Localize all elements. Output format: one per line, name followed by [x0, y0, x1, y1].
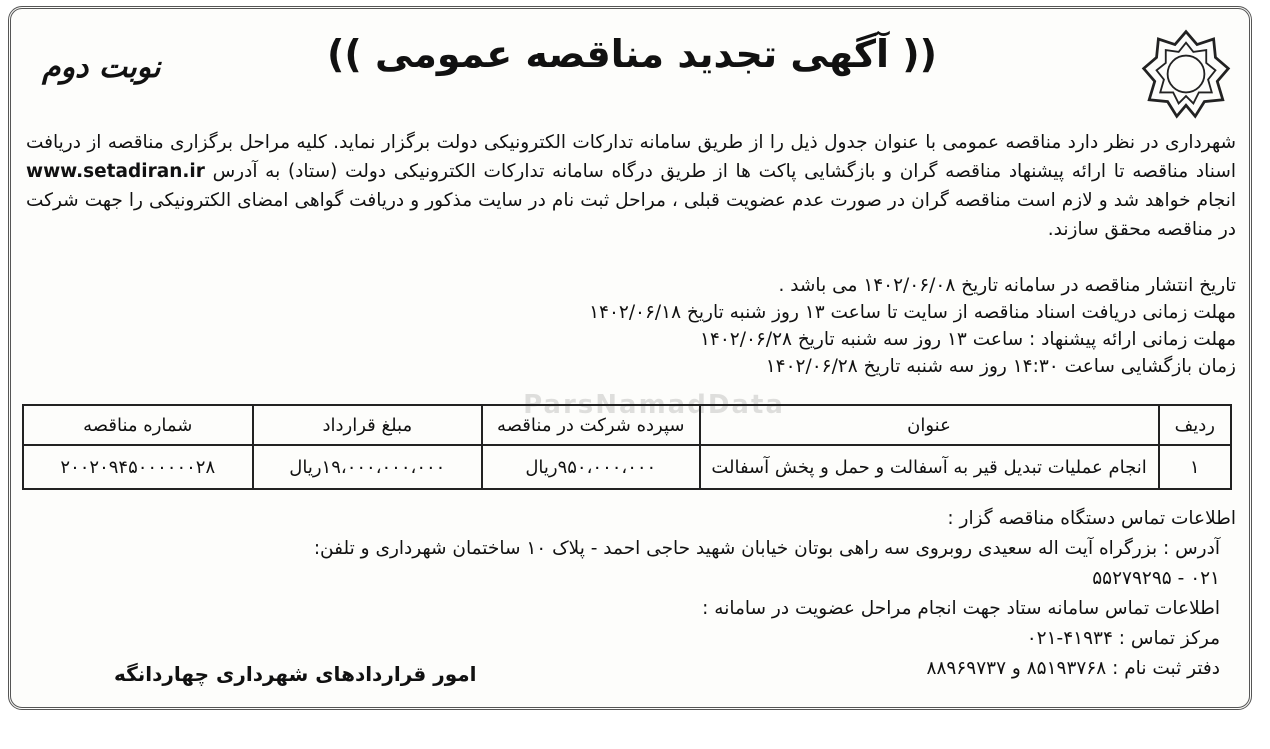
notice-content [14, 10, 1250, 712]
table-header-row [23, 405, 1231, 445]
watermark: ParsNamadData [523, 390, 785, 420]
publish-date: تاریخ انتشار مناقصه در سامانه تاریخ ۱۴۰۲/۰۶/۰۸ می باشد . [778, 275, 1236, 296]
dates-block [26, 272, 1236, 380]
intro-paragraph [26, 128, 1236, 244]
col-deposit: سپرده شرکت در مناقصه [482, 405, 699, 445]
intro-text-2: انجام خواهد شد و لازم است مناقصه گران در صورت عدم عضویت قبلی ، مراحل ثبت نام در سایت مذکور و دریافت گواهی امضای الکترونیکی را جهت شرکت در مناقصه محقق سازند. [26, 190, 1236, 240]
col-title: عنوان [700, 405, 1159, 445]
contacts-heading: اطلاعات تماس دستگاه مناقصه گزار : [947, 508, 1236, 529]
table-row [23, 445, 1231, 489]
registration-office: دفتر ثبت نام : ۸۵۱۹۳۷۶۸ و ۸۸۹۶۹۷۳۷ [926, 658, 1220, 679]
cell-title: انجام عملیات تبدیل قیر به آسفالت و حمل و پخش آسفالت [700, 445, 1159, 489]
document-deadline: مهلت زمانی دریافت اسناد مناقصه از سایت تا ساعت ۱۳ روز شنبه تاریخ ۱۴۰۲/۰۶/۱۸ [589, 302, 1236, 323]
signature: امور قراردادهای شهرداری چهاردانگه [114, 662, 477, 686]
intro-text-1: شهرداری در نظر دارد مناقصه عمومی با عنوان جدول ذیل را از طریق سامانه تدارکات الکترونیکی دولت برگزار نماید. کلیه مراحل برگزاری مناقصه از دریافت اسناد مناقصه تا ارائه پیشنهاد مناقصه گران و بازگشایی پاکت ها از طریق درگاه سامانه تدارکات الکترونیکی دولت (ستاد) به آدرس [26, 132, 1236, 182]
opening-time: زمان بازگشایی ساعت ۱۴:۳۰ روز سه شنبه تاریخ ۱۴۰۲/۰۶/۲۸ [765, 356, 1236, 377]
col-row: ردیف [1159, 405, 1231, 445]
cell-deposit: ۹۵۰،۰۰۰،۰۰۰ریال [482, 445, 699, 489]
contacts-block [26, 504, 1236, 684]
col-tender-number: شماره مناقصه [23, 405, 253, 445]
phone: ۰۲۱ - ۵۵۲۷۹۲۹۵ [1092, 568, 1220, 589]
website-link[interactable]: www.setadiran.ir [26, 161, 205, 182]
setad-heading: اطلاعات تماس سامانه ستاد جهت انجام مراحل عضویت در سامانه : [702, 598, 1220, 619]
col-contract-amount: مبلغ قرارداد [253, 405, 483, 445]
publication-round: نوبت دوم [42, 50, 161, 85]
call-center: مرکز تماس : ۴۱۹۳۴-۰۲۱ [1026, 628, 1220, 649]
cell-row: ۱ [1159, 445, 1231, 489]
offer-deadline: مهلت زمانی ارائه پیشنهاد : ساعت ۱۳ روز سه شنبه تاریخ ۱۴۰۲/۰۶/۲۸ [699, 329, 1236, 350]
cell-contract-amount: ۱۹،۰۰۰،۰۰۰،۰۰۰ریال [253, 445, 483, 489]
address: آدرس : بزرگراه آیت اله سعیدی روبروی سه راهی بوتان خیابان شهید حاجی احمد - پلاک ۱۰ ساختمان شهرداری و تلفن: [313, 538, 1220, 559]
tender-table [22, 404, 1232, 490]
cell-tender-number: ۲۰۰۲۰۹۴۵۰۰۰۰۰۰۲۸ [23, 445, 253, 489]
notice-title: (( آگهی تجدید مناقصه عمومی )) [326, 32, 937, 76]
